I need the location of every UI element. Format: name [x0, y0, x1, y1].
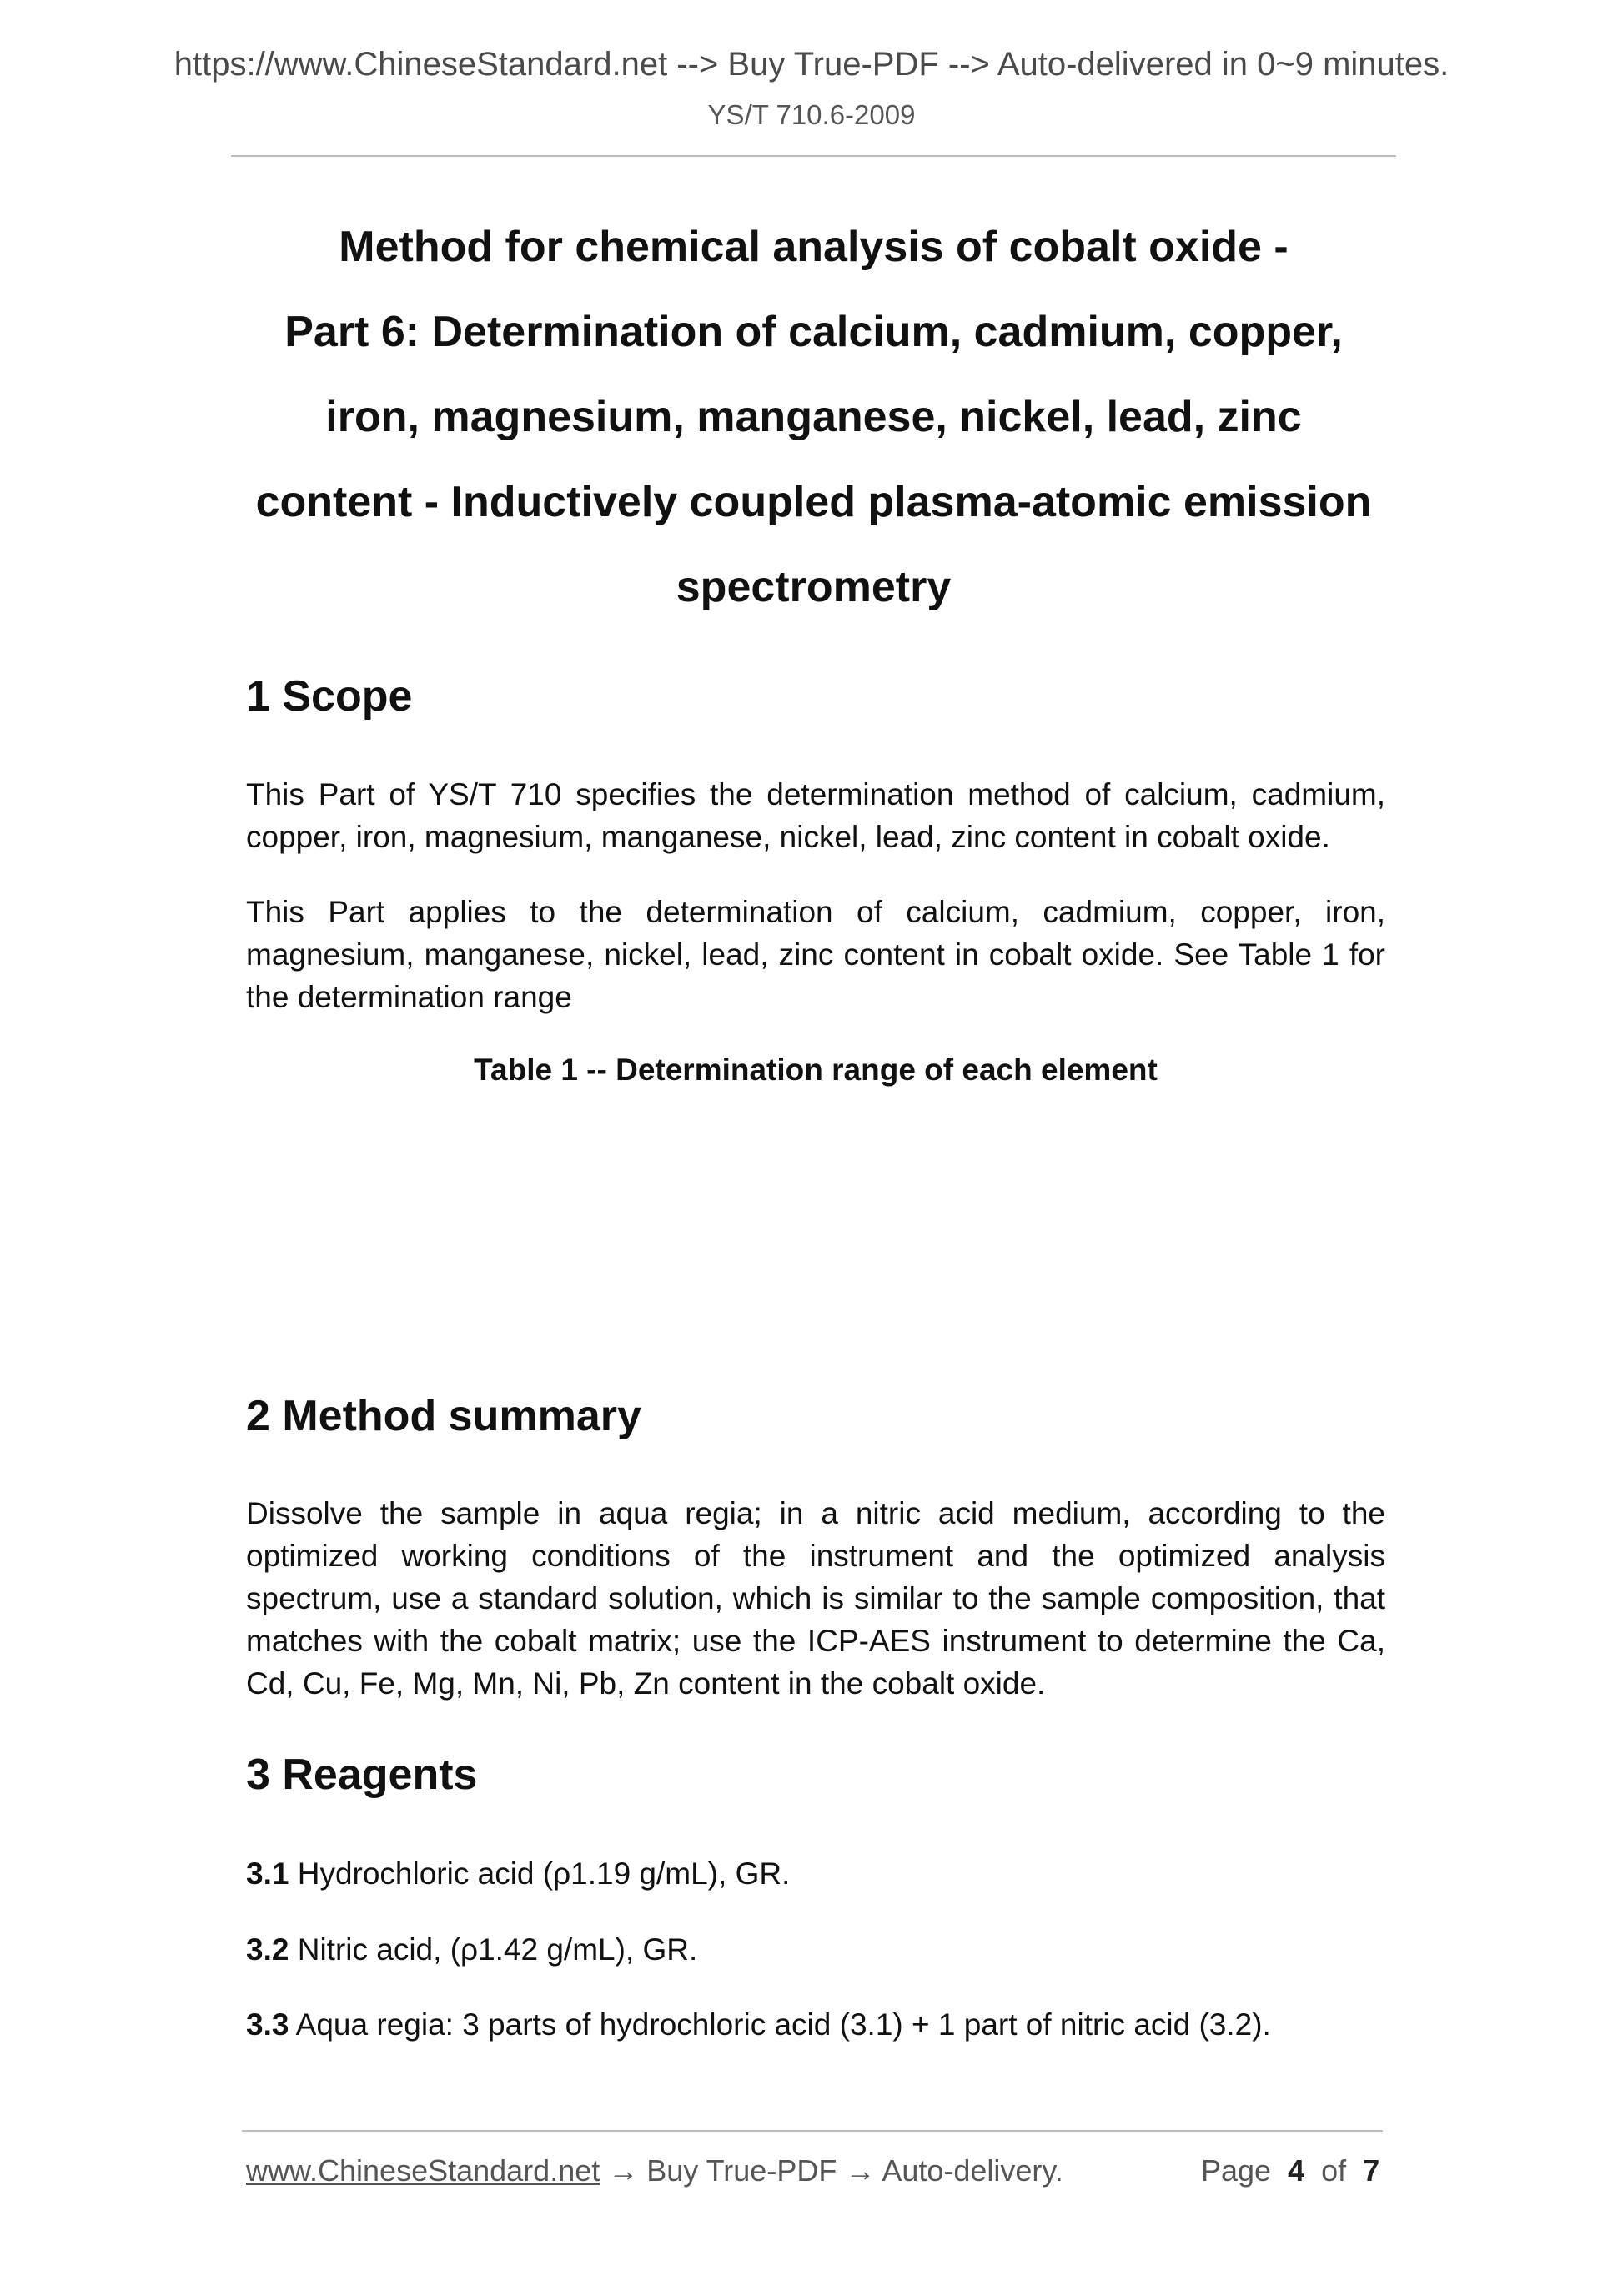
- title-line-4: content - Inductively coupled plasma-atomic emission: [255, 478, 1372, 526]
- title-line-5: spectrometry: [676, 563, 952, 611]
- reagent-number: 3.3: [246, 2007, 289, 2042]
- footer-tagline: → Buy True-PDF → Auto-delivery.: [600, 2153, 1063, 2188]
- footer-divider: [242, 2130, 1383, 2132]
- scope-paragraph-1: This Part of YS/T 710 specifies the determination method of calcium, cadmium, copper, iron, magnesium, manganese, nickel, lead, zinc content in cobalt oxide.: [246, 777, 1385, 854]
- page-current: 4: [1288, 2153, 1305, 2188]
- title-line-1: Method for chemical analysis of cobalt oxide -: [339, 223, 1289, 271]
- method-summary-paragraph: Dissolve the sample in aqua regia; in a nitric acid medium, according to the optimized working conditions of the instrument and the optimized analysis spectrum, use a standard solution, which is similar to the sample composition, that matches with the cobalt matrix; use the ICP-AES instrument to determine the Ca, Cd, Cu, Fe, Mg, Mn, Ni, Pb, Zn content in the cobalt oxide.: [246, 1496, 1385, 1701]
- document-code: YS/T 710.6-2009: [707, 99, 916, 130]
- page-total: 7: [1363, 2153, 1380, 2188]
- reagent-number: 3.2: [246, 1932, 289, 1967]
- table-placeholder: [246, 1101, 1385, 1343]
- scope-paragraph-2: This Part applies to the determination of calcium, cadmium, copper, iron, magnesium, manganese, nickel, lead, zinc content in cobalt oxide. See Table 1 for the determination range: [246, 895, 1385, 1014]
- page-of-label: of: [1321, 2153, 1347, 2188]
- reagent-item: [246, 1853, 1385, 1895]
- document-title: [231, 204, 1396, 630]
- title-line-3: iron, magnesium, manganese, nickel, lead, zinc: [325, 393, 1302, 441]
- title-line-2: Part 6: Determination of calcium, cadmium, copper,: [284, 308, 1343, 356]
- footer-left: [246, 2152, 1063, 2190]
- reagent-number: 3.1: [246, 1856, 289, 1891]
- reagent-item: [246, 1929, 1385, 1971]
- section-heading-scope: 1 Scope: [246, 672, 413, 721]
- reagent-text: Hydrochloric acid (ρ1.19 g/mL), GR.: [289, 1856, 791, 1891]
- page-indicator: [1201, 2152, 1379, 2190]
- page-label: Page: [1201, 2153, 1272, 2188]
- reagent-item: [246, 2004, 1385, 2046]
- footer-website-link[interactable]: www.ChineseStandard.net: [246, 2153, 600, 2188]
- section-heading-method-summary: 2 Method summary: [246, 1392, 641, 1440]
- header-banner: https://www.ChineseStandard.net --> Buy True-PDF --> Auto-delivered in 0~9 minutes.: [173, 46, 1450, 83]
- section-heading-reagents: 3 Reagents: [246, 1751, 478, 1799]
- table-caption: Table 1 -- Determination range of each element: [474, 1053, 1158, 1087]
- reagent-text: Nitric acid, (ρ1.42 g/mL), GR.: [289, 1932, 698, 1967]
- reagent-text: Aqua regia: 3 parts of hydrochloric acid (3.1) + 1 part of nitric acid (3.2).: [289, 2007, 1271, 2042]
- header-divider: [231, 155, 1396, 157]
